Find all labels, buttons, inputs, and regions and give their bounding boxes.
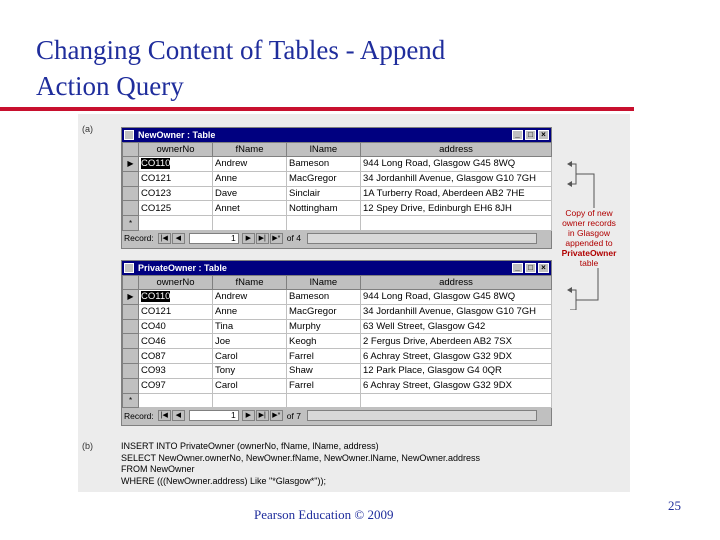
close-icon[interactable]: × xyxy=(538,130,549,140)
table-cell[interactable] xyxy=(361,216,552,231)
private-owner-title: PrivateOwner : Table xyxy=(138,263,227,273)
table-cell[interactable]: Shaw xyxy=(287,363,361,378)
column-header[interactable]: fName xyxy=(213,143,287,157)
table-cell[interactable]: 2 Fergus Drive, Aberdeen AB2 7SX xyxy=(361,334,552,349)
table-cell[interactable]: Farrel xyxy=(287,378,361,393)
table-cell[interactable]: Tony xyxy=(213,363,287,378)
table-row[interactable] xyxy=(123,201,552,216)
table-cell[interactable] xyxy=(139,157,213,172)
table-cell[interactable]: 34 Jordanhill Avenue, Glasgow G10 7GH xyxy=(361,171,552,186)
new-record-row[interactable] xyxy=(123,393,552,408)
first-record-icon[interactable]: |◀ xyxy=(158,233,171,244)
table-cell[interactable] xyxy=(213,393,287,408)
last-record-icon[interactable]: ▶| xyxy=(256,410,269,421)
new-owner-grid xyxy=(122,142,552,231)
minimize-icon[interactable]: _ xyxy=(512,130,523,140)
table-row[interactable] xyxy=(123,304,552,319)
new-owner-window[interactable] xyxy=(121,127,552,249)
table-cell[interactable] xyxy=(139,216,213,231)
slide-title-line-2: Action Query xyxy=(36,71,184,101)
header-row xyxy=(123,276,552,290)
record-navigator xyxy=(122,231,551,246)
horizontal-scrollbar[interactable] xyxy=(307,410,537,421)
new-owner-titlebar[interactable] xyxy=(122,128,551,142)
page-number: 25 xyxy=(668,498,681,513)
sql-line: SELECT NewOwner.ownerNo, NewOwner.fName, NewOwner.lName, NewOwner.address xyxy=(121,452,480,463)
callout-line: appended to xyxy=(565,238,613,248)
table-cell[interactable]: CO123 xyxy=(139,186,213,201)
table-icon xyxy=(124,130,134,140)
column-header[interactable]: fName xyxy=(213,276,287,290)
table-cell[interactable]: Carol xyxy=(213,378,287,393)
record-count: of 4 xyxy=(286,233,301,244)
callout-line: in Glasgow xyxy=(567,228,611,238)
table-cell[interactable]: Carol xyxy=(213,349,287,364)
table-cell[interactable]: Andrew xyxy=(213,290,287,305)
table-cell[interactable]: CO121 xyxy=(139,171,213,186)
table-row[interactable] xyxy=(123,290,552,305)
table-row[interactable] xyxy=(123,334,552,349)
column-header[interactable]: ownerNo xyxy=(139,276,213,290)
previous-record-icon[interactable]: ◀ xyxy=(172,410,185,421)
table-cell[interactable]: 63 Well Street, Glasgow G42 xyxy=(361,319,552,334)
first-record-icon[interactable]: |◀ xyxy=(158,410,171,421)
table-row[interactable] xyxy=(123,319,552,334)
column-header[interactable]: ownerNo xyxy=(139,143,213,157)
column-header[interactable]: address xyxy=(361,276,552,290)
maximize-icon[interactable]: □ xyxy=(525,130,536,140)
table-cell[interactable] xyxy=(287,216,361,231)
row-selector[interactable] xyxy=(123,186,139,201)
table-cell[interactable]: Farrel xyxy=(287,349,361,364)
row-pointer-icon[interactable]: ▶ xyxy=(123,157,139,172)
private-owner-grid xyxy=(122,275,552,408)
table-cell[interactable]: CO93 xyxy=(139,363,213,378)
table-row[interactable] xyxy=(123,186,552,201)
callout-line: table xyxy=(579,258,599,268)
callout-line: PrivateOwner xyxy=(561,248,617,258)
new-row-icon[interactable]: * xyxy=(123,393,139,408)
header-row xyxy=(123,143,552,157)
slide-title xyxy=(36,32,636,104)
table-cell[interactable]: 34 Jordanhill Avenue, Glasgow G10 7GH xyxy=(361,304,552,319)
arrow-icon xyxy=(567,287,572,293)
last-record-icon[interactable]: ▶| xyxy=(256,233,269,244)
table-cell[interactable]: 6 Achray Street, Glasgow G32 9DX xyxy=(361,349,552,364)
new-owner-title: NewOwner : Table xyxy=(138,130,216,140)
column-header[interactable]: address xyxy=(361,143,552,157)
title-divider xyxy=(0,107,634,111)
new-record-icon[interactable]: ▶* xyxy=(270,233,283,244)
record-number-input[interactable]: 1 xyxy=(189,410,239,421)
sql-statement xyxy=(121,441,480,487)
maximize-icon[interactable]: □ xyxy=(525,263,536,273)
figure-label-a: (a) xyxy=(82,124,93,134)
table-cell[interactable]: CO46 xyxy=(139,334,213,349)
sql-line: WHERE (((NewOwner.address) Like "*Glasgow*")); xyxy=(121,475,326,486)
row-selector[interactable] xyxy=(123,363,139,378)
record-navigator xyxy=(122,408,551,423)
table-cell[interactable]: Anne xyxy=(213,171,287,186)
table-cell[interactable]: Sinclair xyxy=(287,186,361,201)
table-cell[interactable] xyxy=(139,393,213,408)
next-record-icon[interactable]: ▶ xyxy=(242,410,255,421)
private-owner-titlebar[interactable] xyxy=(122,261,551,275)
table-cell[interactable] xyxy=(361,393,552,408)
record-count: of 7 xyxy=(286,410,301,421)
column-header[interactable]: lName xyxy=(287,143,361,157)
record-number-input[interactable]: 1 xyxy=(189,233,239,244)
table-cell[interactable]: 12 Spey Drive, Edinburgh EH6 8JH xyxy=(361,201,552,216)
table-row[interactable] xyxy=(123,171,552,186)
row-selector[interactable] xyxy=(123,378,139,393)
footer-text: Pearson Education © 2009 xyxy=(254,507,394,522)
figure-label-b: (b) xyxy=(82,441,93,451)
arrow-icon xyxy=(567,161,572,167)
slide-title-line-1: Changing Content of Tables - Append xyxy=(36,35,446,65)
table-cell[interactable] xyxy=(213,216,287,231)
table-row[interactable] xyxy=(123,378,552,393)
bracket-new-owner xyxy=(570,164,576,184)
table-cell[interactable]: Andrew xyxy=(213,157,287,172)
table-row[interactable] xyxy=(123,349,552,364)
table-cell[interactable]: MacGregor xyxy=(287,171,361,186)
minimize-icon[interactable]: _ xyxy=(512,263,523,273)
table-cell[interactable]: 944 Long Road, Glasgow G45 8WQ xyxy=(361,157,552,172)
table-cell[interactable]: Annet xyxy=(213,201,287,216)
row-selector[interactable] xyxy=(123,171,139,186)
row-selector[interactable] xyxy=(123,201,139,216)
row-selector[interactable] xyxy=(123,319,139,334)
table-cell[interactable]: 12 Park Place, Glasgow G4 0QR xyxy=(361,363,552,378)
record-label: Record: xyxy=(124,233,154,244)
table-cell[interactable]: Bameson xyxy=(287,290,361,305)
connector-top xyxy=(576,174,594,208)
table-cell[interactable]: 944 Long Road, Glasgow G45 8WQ xyxy=(361,290,552,305)
table-cell[interactable]: CO121 xyxy=(139,304,213,319)
table-cell[interactable]: CO40 xyxy=(139,319,213,334)
table-cell[interactable]: MacGregor xyxy=(287,304,361,319)
sql-line: INSERT INTO PrivateOwner (ownerNo, fName, lName, address) xyxy=(121,441,379,451)
table-cell[interactable]: Joe xyxy=(213,334,287,349)
row-selector-header xyxy=(123,276,139,290)
horizontal-scrollbar[interactable] xyxy=(307,233,537,244)
column-header[interactable]: lName xyxy=(287,276,361,290)
cell-text: CO110 xyxy=(141,158,171,170)
row-pointer-icon[interactable]: ▶ xyxy=(123,290,139,305)
row-selector[interactable] xyxy=(123,349,139,364)
new-record-row[interactable] xyxy=(123,216,552,231)
callout-note xyxy=(556,208,622,268)
table-cell[interactable]: 1A Turberry Road, Aberdeen AB2 7HE xyxy=(361,186,552,201)
table-cell[interactable] xyxy=(139,290,213,305)
table-row[interactable] xyxy=(123,157,552,172)
next-record-icon[interactable]: ▶ xyxy=(242,233,255,244)
table-cell[interactable]: Bameson xyxy=(287,157,361,172)
row-selector[interactable] xyxy=(123,304,139,319)
table-cell[interactable]: Murphy xyxy=(287,319,361,334)
table-cell[interactable]: 6 Achray Street, Glasgow G32 9DX xyxy=(361,378,552,393)
table-cell[interactable]: Anne xyxy=(213,304,287,319)
callout-line: Copy of new xyxy=(565,208,613,218)
row-selector[interactable] xyxy=(123,334,139,349)
table-cell[interactable]: CO97 xyxy=(139,378,213,393)
table-cell[interactable]: Nottingham xyxy=(287,201,361,216)
table-cell[interactable]: CO125 xyxy=(139,201,213,216)
arrow-icon xyxy=(567,181,572,187)
cell-text: CO110 xyxy=(141,291,171,303)
table-cell[interactable]: Dave xyxy=(213,186,287,201)
table-cell[interactable]: CO87 xyxy=(139,349,213,364)
previous-record-icon[interactable]: ◀ xyxy=(172,233,185,244)
row-selector-header xyxy=(123,143,139,157)
new-record-icon[interactable]: ▶* xyxy=(270,410,283,421)
new-row-icon[interactable]: * xyxy=(123,216,139,231)
table-cell[interactable]: Tina xyxy=(213,319,287,334)
table-row[interactable] xyxy=(123,363,552,378)
table-cell[interactable]: Keogh xyxy=(287,334,361,349)
sql-line: FROM NewOwner xyxy=(121,464,195,474)
bracket-private-owner xyxy=(570,290,576,310)
callout-line: owner records xyxy=(562,218,616,228)
record-label: Record: xyxy=(124,410,154,421)
private-owner-window[interactable] xyxy=(121,260,552,426)
table-cell[interactable] xyxy=(287,393,361,408)
close-icon[interactable]: × xyxy=(538,263,549,273)
table-icon xyxy=(124,263,134,273)
connector-bottom xyxy=(576,268,598,300)
